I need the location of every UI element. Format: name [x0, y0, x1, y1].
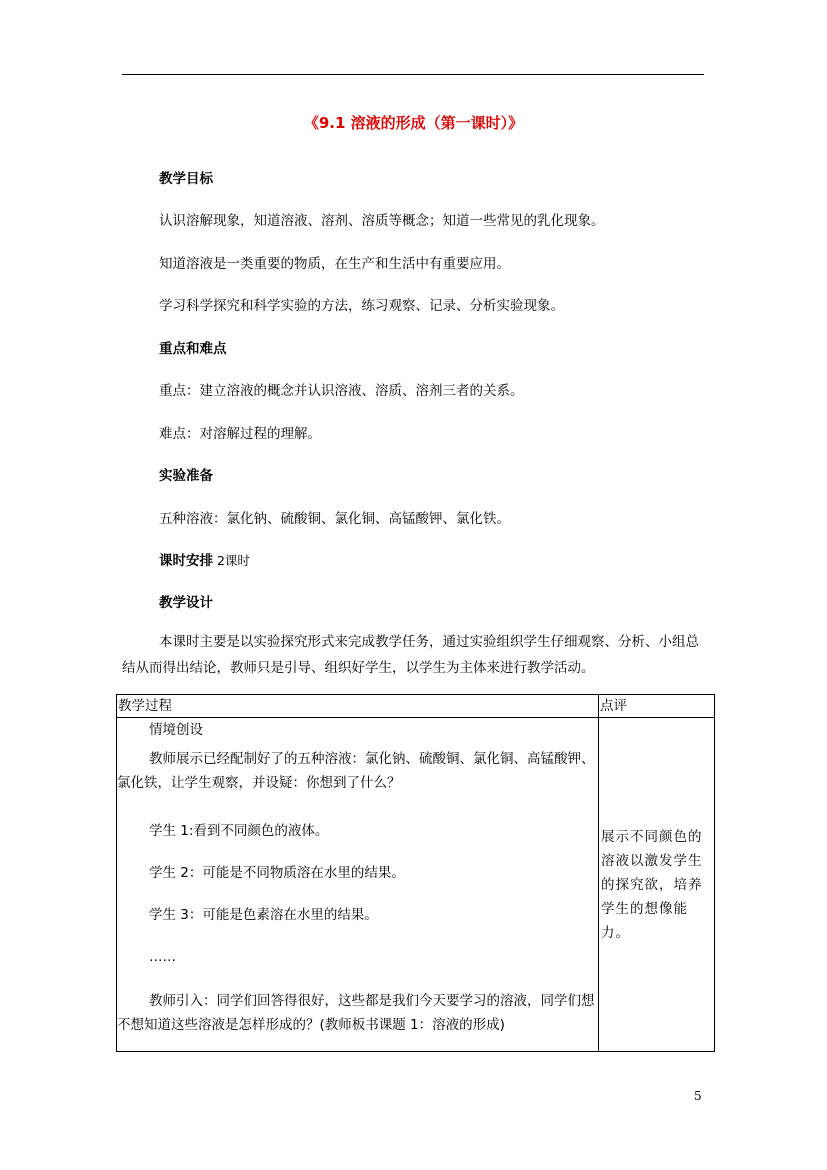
design-text: 本课时主要是以实验探究形式来完成教学任务，通过实验组织学生仔细观察、分析、小组总结从而得出结论，教师只是引导、组织好学生，以学生为主体来进行教学活动。	[122, 634, 699, 676]
goal-2: 知道溶液是一类重要的物质，在生产和生活中有重要应用。	[159, 256, 510, 272]
scene-line: 情境创设	[149, 722, 203, 738]
key-point: 重点：建立溶液的概念并认识溶液、溶质、溶剂三者的关系。	[159, 383, 524, 399]
student1-line: 学生 1:看到不同颜色的液体。	[149, 823, 329, 839]
schedule-heading: 课时安排	[159, 553, 213, 569]
teacher-show-line: 教师展示已经配制好了的五种溶液：氯化钠、硫酸铜、氯化铜、高锰酸钾、氯化铁，让学生观察，并设疑：你想到了什么？	[117, 751, 595, 791]
difficulty-point: 难点：对溶解过程的理解。	[159, 426, 321, 442]
table-header-row	[117, 695, 715, 718]
lesson-table	[116, 694, 715, 1052]
prep-text: 五种溶液：氯化钠、硫酸铜、氯化铜、高锰酸钾、氯化铁。	[159, 511, 510, 527]
ellipsis-line: ……	[149, 949, 176, 965]
header-process: 教学过程	[117, 695, 599, 718]
prep-heading: 实验准备	[159, 468, 213, 484]
goals-heading: 教学目标	[159, 171, 213, 187]
teacher-intro-line: 教师引入：同学们回答得很好，这些都是我们今天要学习的溶液，同学们想不想知道这些溶液是怎样形成的？(教师板书课题 1：溶液的形成)	[117, 993, 595, 1033]
comment-cell	[599, 718, 715, 1052]
table-body-row	[117, 718, 715, 1052]
comment-text: 展示不同颜色的溶液以激发学生的探究欲，培养学生的想像能力。	[601, 828, 703, 941]
schedule-value: 2课时	[213, 553, 250, 568]
student2-line: 学生 2：可能是不同物质溶在水里的结果。	[149, 865, 405, 881]
goal-3: 学习科学探究和科学实验的方法，练习观察、记录、分析实验现象。	[159, 298, 564, 314]
page-title: 《9.1 溶液的形成（第一课时）》	[303, 114, 524, 132]
design-heading: 教学设计	[159, 595, 213, 611]
page-number: 5	[694, 1089, 702, 1103]
student3-line: 学生 3：可能是色素溶在水里的结果。	[149, 907, 378, 923]
goal-1: 认识溶解现象，知道溶液、溶剂、溶质等概念；知道一些常见的乳化现象。	[159, 213, 605, 229]
header-rule	[122, 74, 704, 75]
header-comment: 点评	[599, 695, 715, 718]
process-cell	[117, 718, 599, 1052]
key-difficulty-heading: 重点和难点	[159, 341, 227, 357]
schedule-line	[159, 549, 250, 569]
